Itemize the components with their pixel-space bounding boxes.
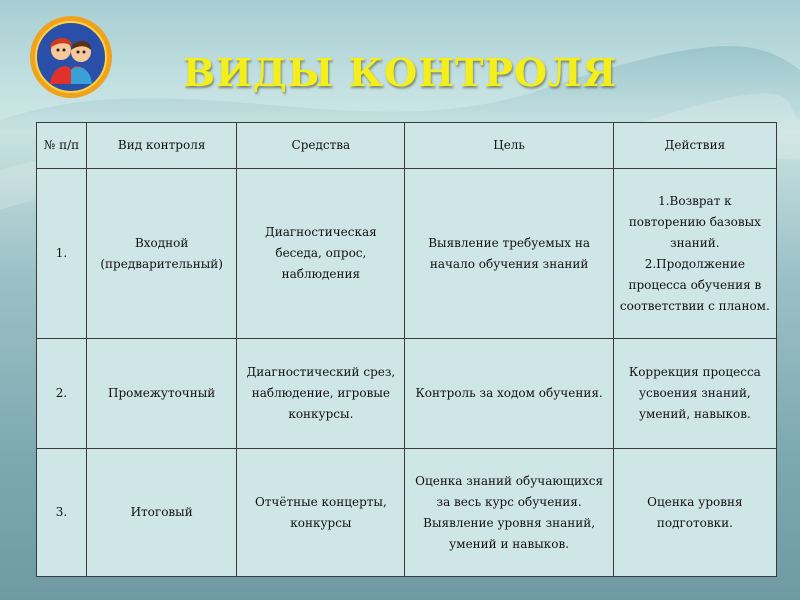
table-row [37, 339, 777, 449]
header-means: Средства [237, 123, 405, 169]
row-actions: Оценка уровня подготовки. [613, 449, 776, 577]
slide-title: ВИДЫ КОНТРОЛЯ [182, 50, 618, 95]
row-control-type: Входной (предварительный) [87, 169, 237, 339]
row-goal: Выявление требуемых на начало обучения знаний [405, 169, 613, 339]
table-row [37, 169, 777, 339]
row-means: Диагностическая беседа, опрос, наблюдения [237, 169, 405, 339]
header-number: № п/п [37, 123, 87, 169]
table-row [37, 449, 777, 577]
table-header-row [37, 123, 777, 169]
row-goal: Оценка знаний обучающихся за весь курс обучения. Выявление уровня знаний, умений и навыков. [405, 449, 613, 577]
header-actions: Действия [613, 123, 776, 169]
row-number: 1. [37, 169, 87, 339]
row-goal: Контроль за ходом обучения. [405, 339, 613, 449]
row-number: 3. [37, 449, 87, 577]
row-control-type: Промежуточный [87, 339, 237, 449]
row-means: Отчётные концерты, конкурсы [237, 449, 405, 577]
row-actions: Коррекция процесса усвоения знаний, умений, навыков. [613, 339, 776, 449]
row-control-type: Итоговый [87, 449, 237, 577]
row-means: Диагностический срез, наблюдение, игровые конкурсы. [237, 339, 405, 449]
control-types-table [36, 122, 777, 577]
row-actions: 1.Возврат к повторению базовых знаний. 2.Продолжение процесса обучения в соответствии с планом. [613, 169, 776, 339]
header-goal: Цель [405, 123, 613, 169]
header-control-type: Вид контроля [87, 123, 237, 169]
row-number: 2. [37, 339, 87, 449]
